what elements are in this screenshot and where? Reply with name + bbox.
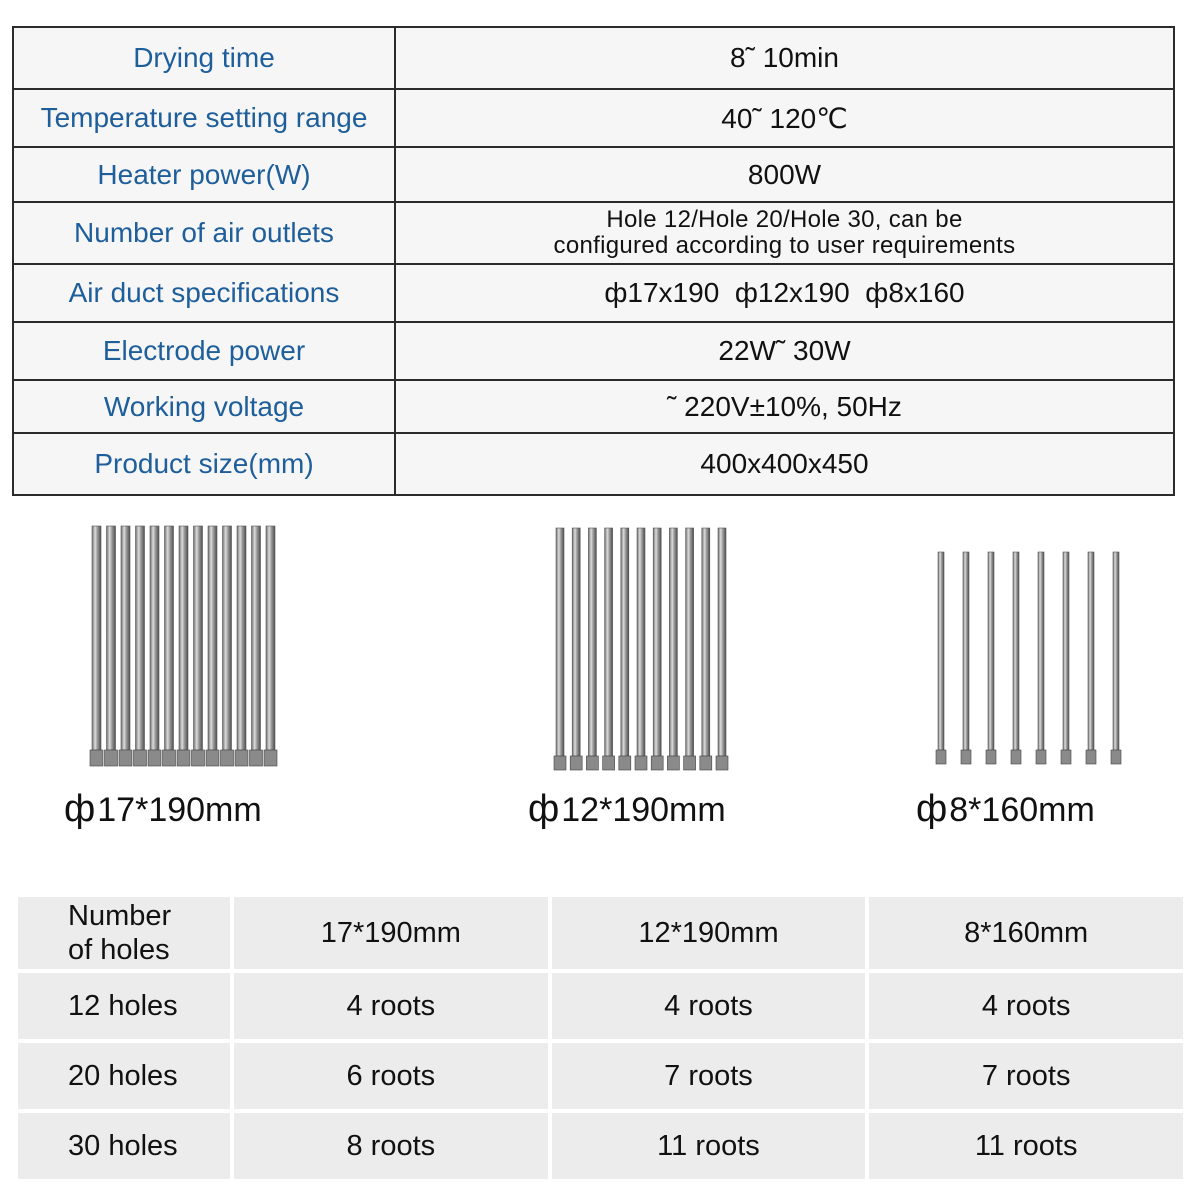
air-duct-base: [1111, 750, 1121, 764]
spec-table: [12, 26, 1175, 496]
table-cell: 4 roots: [552, 973, 866, 1039]
table-row: [18, 973, 1183, 1039]
spec-label: Heater power(W): [13, 147, 395, 202]
air-duct-base: [264, 750, 277, 766]
air-duct-tube: [179, 526, 188, 750]
air-duct-base: [716, 756, 728, 770]
spec-value-line: configured according to user requirements: [553, 232, 1016, 259]
air-duct-base: [554, 756, 566, 770]
diameter-symbol: ф: [64, 788, 96, 830]
spec-label: Working voltage: [13, 380, 395, 433]
row-label: 20 holes: [18, 1043, 230, 1109]
air-duct-base: [192, 750, 205, 766]
spec-value: 400x400x450: [395, 433, 1174, 495]
duct-tubes-svg: [86, 522, 286, 772]
air-duct-tube: [1013, 552, 1019, 750]
air-duct-base: [961, 750, 971, 764]
air-duct-base: [1011, 750, 1021, 764]
spec-value: ф17x190 ф12x190 ф8x160: [395, 264, 1174, 322]
air-duct-base: [603, 756, 615, 770]
air-duct-tube: [194, 526, 203, 750]
air-duct-base: [1061, 750, 1071, 764]
air-duct-tube: [1063, 552, 1069, 750]
air-duct-base: [235, 750, 248, 766]
spec-label: Product size(mm): [13, 433, 395, 495]
spec-label: Electrode power: [13, 322, 395, 380]
spec-label: Number of air outlets: [13, 202, 395, 264]
air-duct-tube: [988, 552, 994, 750]
air-duct-base: [206, 750, 219, 766]
air-duct-tube: [653, 528, 661, 756]
spec-label: Drying time: [13, 27, 395, 89]
table-cell: 7 roots: [552, 1043, 866, 1109]
air-duct-tube: [223, 526, 232, 750]
air-duct-base: [667, 756, 679, 770]
table-row: [18, 1043, 1183, 1109]
air-duct-tube: [963, 552, 969, 750]
air-duct-tube: [637, 528, 645, 756]
air-duct-tube: [208, 526, 217, 750]
air-duct-base: [570, 756, 582, 770]
air-duct-base: [105, 750, 118, 766]
duct-size: 17*190mm: [97, 791, 262, 829]
table-cell: 11 roots: [869, 1113, 1183, 1179]
air-duct-base: [936, 750, 946, 764]
spec-value: ˜ 220V±10%, 50Hz: [395, 380, 1174, 433]
spec-label: Temperature setting range: [13, 89, 395, 147]
duct-caption: [916, 788, 1095, 831]
air-duct-tube: [718, 528, 726, 756]
air-duct-base: [90, 750, 103, 766]
air-duct-base: [1086, 750, 1096, 764]
holes-table: [14, 893, 1187, 1183]
air-duct-base: [651, 756, 663, 770]
spec-row: [13, 27, 1174, 89]
air-duct-tube: [252, 526, 261, 750]
row-label: 12 holes: [18, 973, 230, 1039]
spec-row: [13, 322, 1174, 380]
air-duct-tube: [669, 528, 677, 756]
spec-row: [13, 89, 1174, 147]
air-duct-base: [700, 756, 712, 770]
air-duct-tube: [621, 528, 629, 756]
table-cell: 8 roots: [234, 1113, 548, 1179]
air-duct-base: [221, 750, 234, 766]
air-duct-tube: [150, 526, 159, 750]
air-duct-tube: [237, 526, 246, 750]
air-duct-tube: [107, 526, 116, 750]
air-duct-base: [586, 756, 598, 770]
duct-tubes-svg: [928, 548, 1128, 770]
table-cell: 11 roots: [552, 1113, 866, 1179]
spec-value: [395, 202, 1174, 264]
air-duct-base: [163, 750, 176, 766]
table-cell: 7 roots: [869, 1043, 1183, 1109]
holes-header-label: [18, 897, 230, 969]
air-duct-tube: [266, 526, 275, 750]
column-header: 12*190mm: [552, 897, 866, 969]
header-line: of holes: [68, 934, 170, 966]
air-duct-tube: [938, 552, 944, 750]
air-duct-base: [619, 756, 631, 770]
table-cell: 4 roots: [869, 973, 1183, 1039]
header-line: Number: [68, 900, 172, 932]
air-duct-tube: [702, 528, 710, 756]
air-duct-base: [177, 750, 190, 766]
table-cell: 6 roots: [234, 1043, 548, 1109]
duct-caption: [528, 788, 726, 831]
spec-row: [13, 264, 1174, 322]
air-duct-tube: [1088, 552, 1094, 750]
air-duct-base: [684, 756, 696, 770]
air-duct-base: [119, 750, 132, 766]
air-duct-base: [148, 750, 161, 766]
diameter-symbol: ф: [528, 788, 560, 830]
column-header: 17*190mm: [234, 897, 548, 969]
duct-size: 12*190mm: [561, 791, 726, 829]
air-duct-tube: [572, 528, 580, 756]
spec-value: 40˜ 120℃: [395, 89, 1174, 147]
air-duct-base: [250, 750, 263, 766]
air-duct-base: [635, 756, 647, 770]
duct-image-12x190: [540, 522, 740, 777]
air-duct-tube: [588, 528, 596, 756]
spec-value: 800W: [395, 147, 1174, 202]
spec-row: [13, 147, 1174, 202]
air-duct-tube: [1038, 552, 1044, 750]
air-duct-tube: [605, 528, 613, 756]
duct-image-17x190: [86, 522, 286, 772]
column-header: 8*160mm: [869, 897, 1183, 969]
air-duct-base: [986, 750, 996, 764]
holes-header-row: [18, 897, 1183, 969]
duct-size: 8*160mm: [949, 791, 1095, 829]
table-cell: 4 roots: [234, 973, 548, 1039]
duct-caption: [64, 788, 262, 831]
row-label: 30 holes: [18, 1113, 230, 1179]
air-duct-tube: [1113, 552, 1119, 750]
air-duct-tube: [556, 528, 564, 756]
air-duct-tube: [92, 526, 101, 750]
air-duct-tube: [686, 528, 694, 756]
spec-value-line: Hole 12/Hole 20/Hole 30, can be: [606, 206, 963, 233]
spec-row: [13, 380, 1174, 433]
diameter-symbol: ф: [916, 788, 948, 830]
spec-row: [13, 202, 1174, 264]
spec-label: Air duct specifications: [13, 264, 395, 322]
spec-value: 8˜ 10min: [395, 27, 1174, 89]
spec-value: 22W˜ 30W: [395, 322, 1174, 380]
air-duct-base: [134, 750, 147, 766]
duct-image-8x160: [928, 548, 1128, 770]
air-duct-tube: [121, 526, 130, 750]
air-duct-tube: [136, 526, 145, 750]
duct-tubes-svg: [540, 522, 740, 777]
air-duct-tube: [165, 526, 174, 750]
air-duct-base: [1036, 750, 1046, 764]
table-row: [18, 1113, 1183, 1179]
spec-row: [13, 433, 1174, 495]
